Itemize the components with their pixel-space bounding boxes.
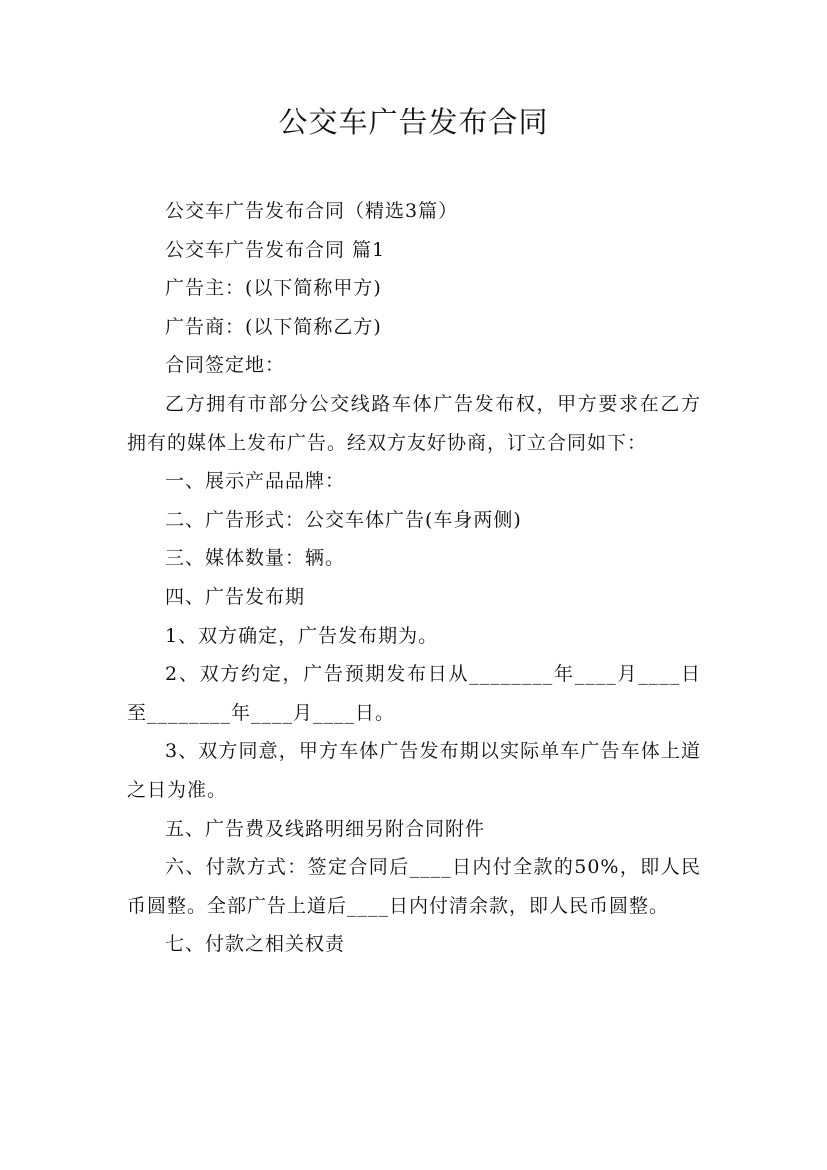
document-title: 公交车广告发布合同 [278, 105, 549, 139]
paragraph-clause-2: 二、广告形式：公交车体广告(车身两侧) [165, 508, 522, 531]
paragraph-clause-4-3: 3、双方同意，甲方车体广告发布期以实际单车广告车体上道之日为准。 [127, 740, 701, 801]
paragraph-signing-place: 合同签定地： [165, 354, 286, 377]
paragraph-advertiser: 广告主：(以下简称甲方) [165, 277, 382, 300]
paragraph-subtitle: 公交车广告发布合同（精选3篇） [165, 200, 459, 222]
paragraph-section-heading: 公交车广告发布合同 篇1 [165, 238, 386, 261]
paragraph-clause-1: 一、展示产品品牌： [165, 470, 346, 493]
paragraph-clause-3: 三、媒体数量：辆。 [165, 547, 346, 570]
paragraph-clause-5: 五、广告费及线路明细另附合同附件 [165, 817, 486, 840]
document-body [127, 192, 701, 964]
paragraph-agency: 广告商：(以下简称乙方) [165, 315, 382, 338]
paragraph-clause-4: 四、广告发布期 [165, 585, 306, 608]
paragraph-clause-7: 七、付款之相关权责 [165, 933, 346, 956]
paragraph-clause-6: 六、付款方式：签定合同后____日内付全款的50%，即人民币圆整。全部广告上道后____日内付清余款，即人民币圆整。 [127, 856, 701, 917]
paragraph-clause-4-1: 1、双方确定，广告发布期为。 [165, 624, 439, 647]
paragraph-clause-4-2: 2、双方约定，广告预期发布日从________年____月____日至________年____月____日。 [127, 663, 701, 724]
paragraph-preamble: 乙方拥有市部分公交线路车体广告发布权，甲方要求在乙方拥有的媒体上发布广告。经双方友好协商，订立合同如下： [127, 392, 701, 454]
